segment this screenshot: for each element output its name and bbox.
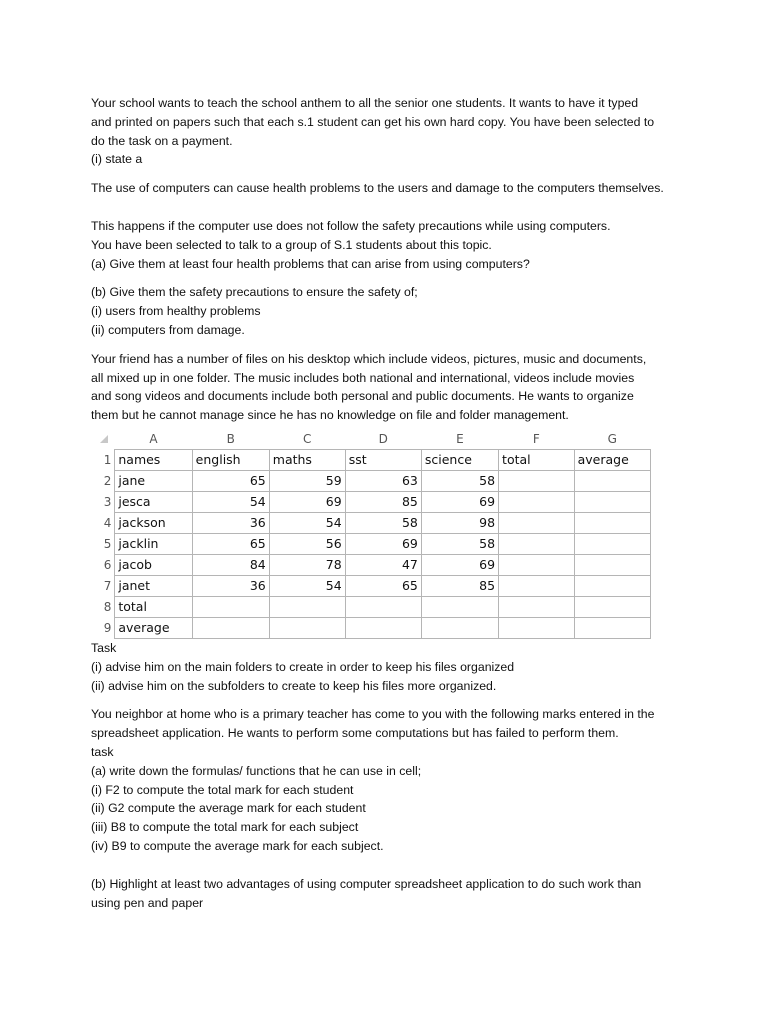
- table-cell: science: [421, 449, 498, 470]
- table-cell: [499, 470, 575, 491]
- table-cell: [574, 533, 650, 554]
- table-cell: sst: [345, 449, 421, 470]
- table-cell: [345, 617, 421, 638]
- table-cell: [192, 617, 269, 638]
- table-cell: jacob: [115, 554, 192, 575]
- table-cell: janet: [115, 575, 192, 596]
- paragraph: [91, 283, 691, 339]
- table-cell: [574, 596, 650, 617]
- table-cell: 58: [421, 533, 498, 554]
- table-cell: 85: [421, 575, 498, 596]
- row-header: 5: [103, 536, 112, 551]
- table-cell: [269, 596, 345, 617]
- column-header: G: [574, 429, 650, 450]
- paragraph: [91, 350, 691, 425]
- table-cell: [499, 512, 575, 533]
- table-cell: 84: [192, 554, 269, 575]
- table-cell: average: [574, 449, 650, 470]
- text-line: (ii) advise him on the subfolders to create to keep his files more organized.: [91, 678, 497, 693]
- paragraph: [91, 705, 691, 855]
- table-cell: 69: [421, 491, 498, 512]
- paragraph: [91, 875, 691, 913]
- table-cell: 54: [269, 512, 345, 533]
- table-cell: [499, 533, 575, 554]
- table-cell: 85: [345, 491, 421, 512]
- column-header: F: [499, 429, 575, 450]
- text-line: Your friend has a number of files on his desktop which include videos, pictures, music and documents,: [91, 351, 647, 366]
- table-cell: 65: [192, 470, 269, 491]
- table-row: [91, 617, 651, 638]
- paragraph: [91, 94, 691, 169]
- marks-spreadsheet: [91, 429, 651, 639]
- column-header: A: [115, 429, 192, 450]
- table-cell: 58: [421, 470, 498, 491]
- text-line: This happens if the computer use does not follow the safety precautions while using computers.: [91, 218, 611, 233]
- text-line: (b) Highlight at least two advantages of using computer spreadsheet application to do such work than: [91, 876, 642, 891]
- table-row: [91, 449, 651, 470]
- table-row: [91, 554, 651, 575]
- text-line: task: [91, 744, 114, 759]
- row-header: 9: [103, 620, 112, 635]
- table-cell: [574, 512, 650, 533]
- text-line: You have been selected to talk to a group of S.1 students about this topic.: [91, 237, 492, 252]
- text-line: do the task on a payment.: [91, 133, 233, 148]
- table-cell: 69: [421, 554, 498, 575]
- table-cell: [574, 575, 650, 596]
- table-cell: total: [499, 449, 575, 470]
- table-cell: 47: [345, 554, 421, 575]
- table-cell: [499, 491, 575, 512]
- paragraph: [91, 217, 691, 273]
- table-cell: 65: [192, 533, 269, 554]
- row-header: 8: [103, 599, 112, 614]
- table-cell: [574, 470, 650, 491]
- text-line: (i) state a: [91, 152, 143, 167]
- text-line: (ii) G2 compute the average mark for each student: [91, 801, 366, 816]
- table-cell: [421, 596, 498, 617]
- table-row: [91, 512, 651, 533]
- table-row: [91, 575, 651, 596]
- row-header: 2: [103, 473, 112, 488]
- text-line: (i) users from healthy problems: [91, 304, 261, 319]
- table-cell: 69: [269, 491, 345, 512]
- column-header: C: [269, 429, 345, 450]
- text-line: (a) write down the formulas/ functions that he can use in cell;: [91, 763, 422, 778]
- table-cell: [574, 554, 650, 575]
- column-header: B: [192, 429, 269, 450]
- table-cell: [499, 575, 575, 596]
- table-cell: names: [115, 449, 192, 470]
- text-line: (i) advise him on the main folders to create in order to keep his files organized: [91, 659, 515, 674]
- row-header: 1: [103, 452, 112, 467]
- table-cell: average: [115, 617, 192, 638]
- column-header: E: [421, 429, 498, 450]
- text-line: (b) Give them the safety precautions to ensure the safety of;: [91, 285, 418, 300]
- table-cell: [421, 617, 498, 638]
- table-cell: [269, 617, 345, 638]
- table-cell: 78: [269, 554, 345, 575]
- table-row: [91, 596, 651, 617]
- text-line: and song videos and documents include both personal and public documents. He wants to organize: [91, 389, 634, 404]
- text-line: (a) Give them at least four health problems that can arise from using computers?: [91, 256, 530, 271]
- table-cell: jacklin: [115, 533, 192, 554]
- document-page: [91, 94, 691, 922]
- text-line: and printed on papers such that each s.1 student can get his own hard copy. You have been selected to: [91, 114, 655, 129]
- document-body: [91, 94, 691, 425]
- table-row: [91, 491, 651, 512]
- table-cell: 36: [192, 512, 269, 533]
- text-line: The use of computers can cause health problems to the users and damage to the computers themselves.: [91, 181, 664, 196]
- text-line: (iii) B8 to compute the total mark for each subject: [91, 820, 359, 835]
- table-cell: 58: [345, 512, 421, 533]
- text-line: them but he cannot manage since he has no knowledge on file and folder management.: [91, 408, 569, 423]
- text-line: using pen and paper: [91, 895, 204, 910]
- text-line: You neighbor at home who is a primary teacher has come to you with the following marks entered in the: [91, 707, 655, 722]
- table-cell: english: [192, 449, 269, 470]
- paragraph: [91, 639, 691, 695]
- table-cell: 63: [345, 470, 421, 491]
- table-cell: 36: [192, 575, 269, 596]
- select-all-corner: [91, 429, 115, 450]
- table-cell: jane: [115, 470, 192, 491]
- table-cell: 56: [269, 533, 345, 554]
- table-cell: 69: [345, 533, 421, 554]
- text-line: Task: [91, 640, 117, 655]
- spreadsheet-image: [91, 429, 651, 639]
- table-cell: 65: [345, 575, 421, 596]
- text-line: spreadsheet application. He wants to perform some computations but has failed to perform them.: [91, 726, 619, 741]
- table-cell: [574, 617, 650, 638]
- table-cell: jackson: [115, 512, 192, 533]
- table-cell: maths: [269, 449, 345, 470]
- document-body-continued: [91, 639, 691, 912]
- table-cell: jesca: [115, 491, 192, 512]
- table-cell: [574, 491, 650, 512]
- table-cell: 59: [269, 470, 345, 491]
- table-cell: [192, 596, 269, 617]
- table-cell: 54: [192, 491, 269, 512]
- table-cell: [499, 596, 575, 617]
- table-cell: 98: [421, 512, 498, 533]
- table-cell: [499, 554, 575, 575]
- text-line: all mixed up in one folder. The music includes both national and international, videos include movies: [91, 370, 635, 385]
- table-cell: [499, 617, 575, 638]
- column-header: D: [345, 429, 421, 450]
- row-header: 4: [103, 515, 112, 530]
- row-header: 3: [103, 494, 112, 509]
- row-header: 6: [103, 557, 112, 572]
- table-cell: 54: [269, 575, 345, 596]
- paragraph: [91, 179, 691, 198]
- table-cell: [345, 596, 421, 617]
- text-line: Your school wants to teach the school anthem to all the senior one students. It wants to have it typed: [91, 96, 639, 110]
- row-header: 7: [103, 578, 112, 593]
- table-row: [91, 533, 651, 554]
- text-line: (iv) B9 to compute the average mark for each subject.: [91, 838, 384, 853]
- table-row: [91, 470, 651, 491]
- table-cell: total: [115, 596, 192, 617]
- text-line: (i) F2 to compute the total mark for each student: [91, 782, 354, 797]
- text-line: (ii) computers from damage.: [91, 322, 245, 337]
